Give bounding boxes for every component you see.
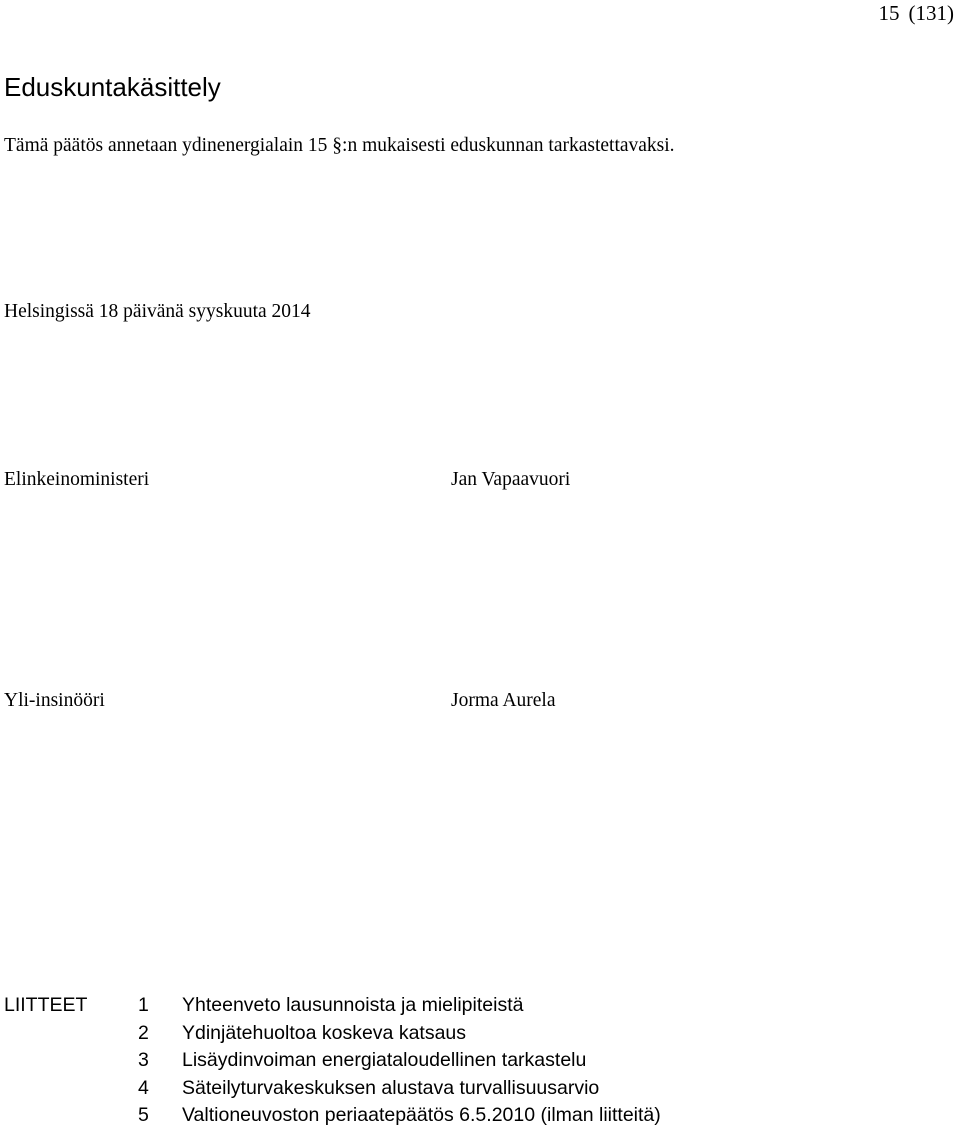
list-item [4, 1020, 661, 1048]
attachment-title: Säteilyturvakeskuksen alustava turvallisuusarvio [182, 1076, 600, 1099]
list-item [4, 992, 661, 1020]
place-date: Helsingissä 18 päivänä syyskuuta 2014 [4, 301, 311, 322]
attachment-title: Ydinjätehuoltoa koskeva katsaus [182, 1021, 467, 1044]
signature-title-minister: Elinkeinoministeri [4, 469, 150, 490]
attachment-number: 5 [138, 1104, 149, 1127]
page-number-total: (131) [908, 1, 954, 25]
attachments-label: LIITTEET [4, 994, 88, 1016]
list-item [4, 1075, 661, 1103]
attachment-number: 1 [138, 994, 149, 1016]
attachment-title: Yhteenveto lausunnoista ja mielipiteistä [182, 994, 524, 1016]
attachments-list [4, 992, 661, 1130]
attachment-number: 2 [138, 1021, 149, 1044]
attachment-number: 3 [138, 1049, 149, 1072]
list-item [4, 1047, 661, 1075]
statement-paragraph: Tämä päätös annetaan ydinenergialain 15 §:n mukaisesti eduskunnan tarkastettavaksi. [4, 135, 675, 156]
list-item [4, 1102, 661, 1130]
signature-name-minister: Jan Vapaavuori [451, 469, 571, 490]
section-heading: Eduskuntakäsittely [4, 72, 221, 102]
signature-title-engineer: Yli-insinööri [4, 690, 105, 711]
attachment-title: Lisäydinvoiman energiataloudellinen tarkastelu [182, 1049, 587, 1072]
attachment-number: 4 [138, 1076, 149, 1099]
page-number-current: 15 [878, 1, 900, 25]
page-number [879, 1, 955, 25]
attachment-title: Valtioneuvoston periaatepäätös 6.5.2010 (ilman liitteitä) [182, 1104, 661, 1127]
signature-name-engineer: Jorma Aurela [451, 690, 556, 711]
